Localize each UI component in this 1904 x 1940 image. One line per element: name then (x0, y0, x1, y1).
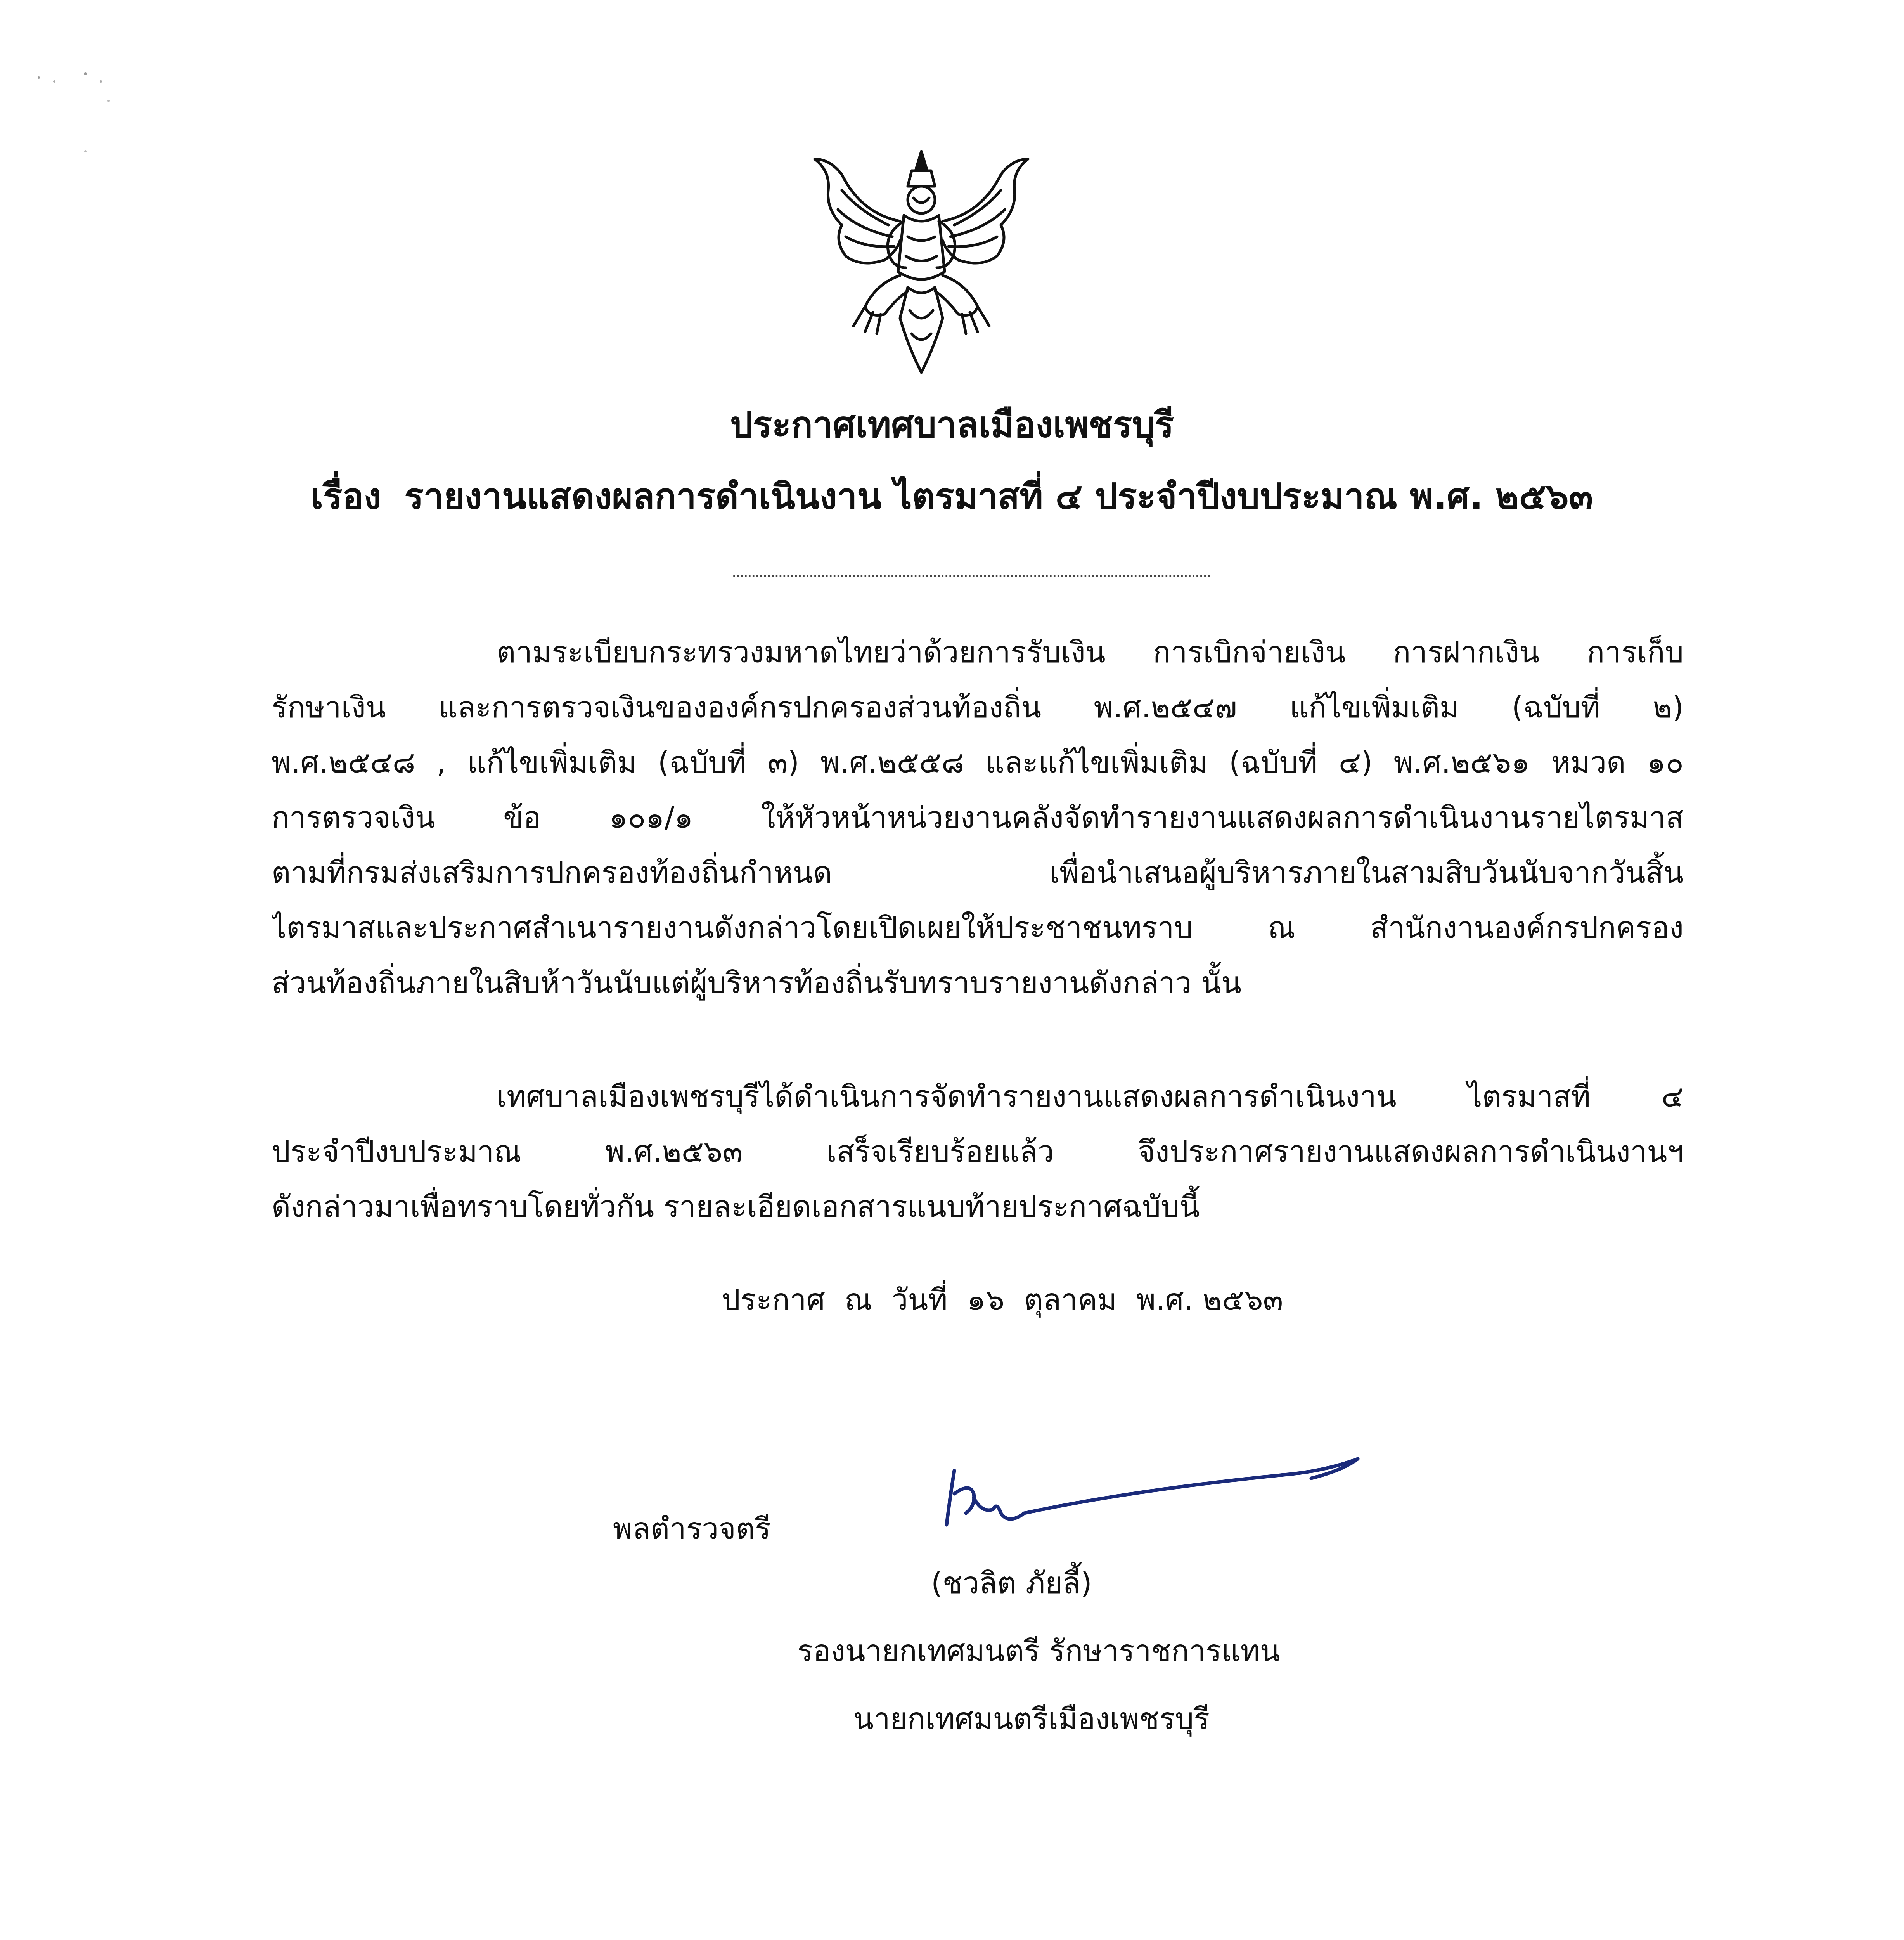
subject-text: รายงานแสดงผลการดำเนินงาน ไตรมาสที่ ๔ ประจำปีงบประมาณ พ.ศ. ๒๕๖๓ (404, 476, 1593, 517)
paragraph-1 (272, 625, 1684, 1010)
paragraph-line: ไตรมาสและประกาศสำเนารายงานดังกล่าวโดยเปิดเผยให้ประชาชนทราบ ณ สำนักงานองค์กรปกครอง (272, 910, 1684, 945)
paragraph-line: การตรวจเงิน ข้อ ๑๐๑/๑ ให้หัวหน้าหน่วยงานคลังจัดทำรายงานแสดงผลการดำเนินงานรายไตรมาส (272, 800, 1684, 835)
signer-position-line-2: นายกเทศมนตรีเมืองเพชรบุรี (853, 1701, 1210, 1736)
title-divider (733, 575, 1210, 577)
garuda-emblem-icon (807, 144, 1036, 376)
signer-name: (ชวลิต ภัยลี้) (931, 1566, 1092, 1600)
paragraph-line: ตามที่กรมส่งเสริมการปกครองท้องถิ่นกำหนด เพื่อนำเสนอผู้บริหารภายในสามสิบวันนับจากวันสิ้น (272, 855, 1684, 890)
paragraph-line: พ.ศ.๒๕๔๘ , แก้ไขเพิ่มเติม (ฉบับที่ ๓) พ.ศ.๒๕๕๘ และแก้ไขเพิ่มเติม (ฉบับที่ ๔) พ.ศ.๒๕๖๑ หมวด ๑๐ (272, 745, 1684, 779)
paragraph-line: ดังกล่าวมาเพื่อทราบโดยทั่วกัน รายละเอียดเอกสารแนบท้ายประกาศฉบับนี้ (272, 1189, 1200, 1224)
date-year: พ.ศ. ๒๕๖๓ (1136, 1282, 1283, 1317)
date-at: ณ (845, 1282, 872, 1317)
announcement-subject (0, 473, 1904, 520)
date-prefix: ประกาศ (722, 1282, 825, 1317)
announcement-title: ประกาศเทศบาลเมืองเพชรบุรี (730, 404, 1174, 445)
paragraph-line: ประจำปีงบประมาณ พ.ศ.๒๕๖๓ เสร็จเรียบร้อยแล้ว จึงประกาศรายงานแสดงผลการดำเนินงานฯ (272, 1134, 1684, 1169)
date-day: ๑๖ (967, 1282, 1005, 1317)
paragraph-line: ส่วนท้องถิ่นภายในสิบห้าวันนับแต่ผู้บริหารท้องถิ่นรับทราบรายงานดังกล่าว นั้น (272, 965, 1241, 1000)
date-day-label: วันที่ (891, 1282, 948, 1317)
signer-position: รองนายกเทศมนตรี รักษาราชการแทน (797, 1633, 1280, 1668)
signer-rank: พลตำรวจตรี (613, 1511, 771, 1546)
subject-label: เรื่อง (311, 476, 381, 517)
paragraph-2 (272, 1069, 1684, 1234)
scan-noise (31, 54, 147, 171)
announcement-date (722, 1277, 1293, 1323)
date-month: ตุลาคม (1024, 1282, 1117, 1317)
paragraph-line: เทศบาลเมืองเพชรบุรีได้ดำเนินการจัดทำรายงานแสดงผลการดำเนินงาน ไตรมาสที่ ๔ (497, 1079, 1684, 1114)
handwritten-signature (939, 1436, 1373, 1552)
paragraph-line: รักษาเงิน และการตรวจเงินขององค์กรปกครองส่วนท้องถิ่น พ.ศ.๒๕๔๗ แก้ไขเพิ่มเติม (ฉบับที่ ๒) (272, 690, 1684, 724)
paragraph-line: ตามระเบียบกระทรวงมหาดไทยว่าด้วยการรับเงิน การเบิกจ่ายเงิน การฝากเงิน การเก็บ (497, 635, 1684, 669)
